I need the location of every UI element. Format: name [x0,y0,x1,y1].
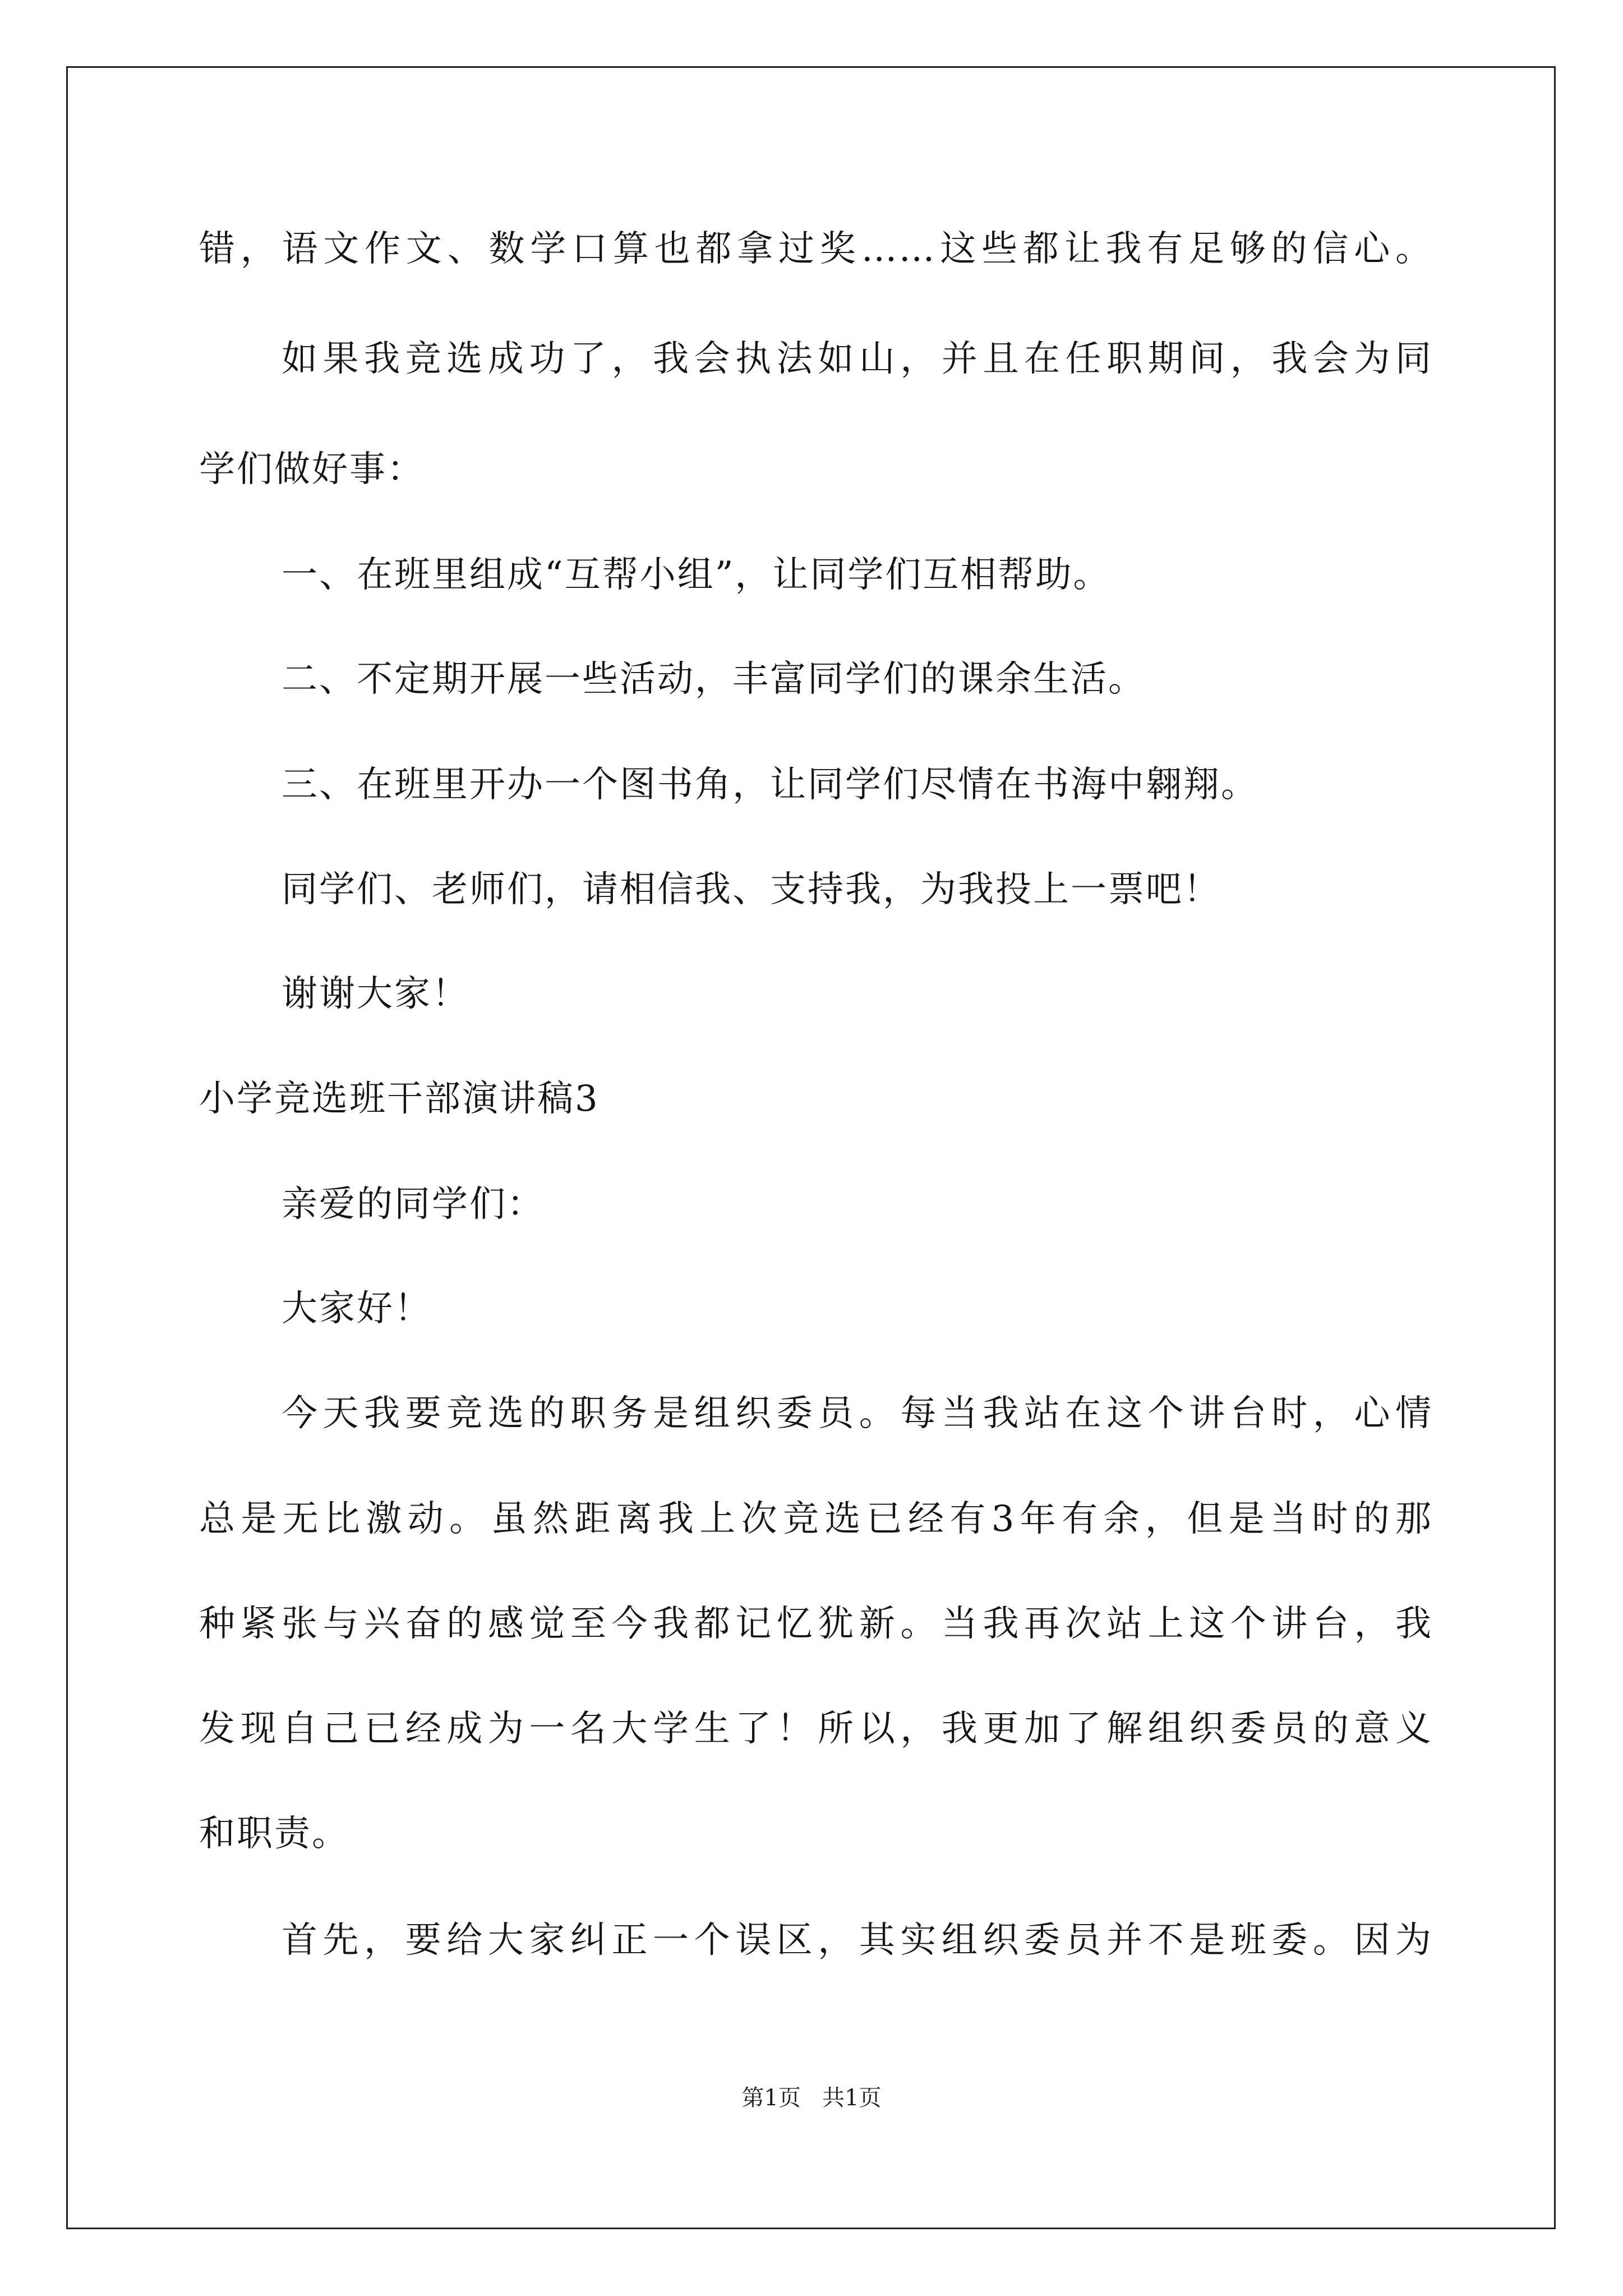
text-line: 发现自己已经成为一名大学生了！所以，我更加了解组织委员的意义 [199,1708,1433,1750]
text-line: 谢谢大家！ [282,973,469,1015]
text-line: 总是无比激动。虽然距离我上次竞选已经有3年有余，但是当时的那 [199,1498,1433,1540]
page-number-footer: 第1页 共1页 [741,2085,882,2111]
list-item: 三、在班里开办一个图书角，让同学们尽情在书海中翱翔。 [282,764,1258,806]
page-border [66,66,1556,2229]
salutation: 亲爱的同学们： [282,1184,545,1225]
text-line: 今天我要竞选的职务是组织委员。每当我站在这个讲台时，心情 [282,1393,1433,1434]
list-item: 一、在班里组成“互帮小组”，让同学们互相帮助。 [282,554,1111,596]
text-line: 首先，要给大家纠正一个误区，其实组织委员并不是班委。因为 [282,1920,1433,1961]
text-line: 错，语文作文、数学口算也都拿过奖……这些都让我有足够的信心。 [199,228,1433,270]
text-line: 同学们、老师们，请相信我、支持我，为我投上一票吧！ [282,869,1221,910]
section-heading: 小学竞选班干部演讲稿3 [199,1078,600,1120]
text-line: 如果我竞选成功了，我会执法如山，并且在任职期间，我会为同 [282,338,1433,380]
text-line: 和职责。 [199,1813,349,1855]
list-item: 二、不定期开展一些活动，丰富同学们的课余生活。 [282,659,1146,700]
greeting: 大家好！ [282,1288,432,1329]
text-line: 学们做好事： [199,449,425,490]
text-line: 种紧张与兴奋的感觉至今我都记忆犹新。当我再次站上这个讲台，我 [199,1603,1433,1645]
